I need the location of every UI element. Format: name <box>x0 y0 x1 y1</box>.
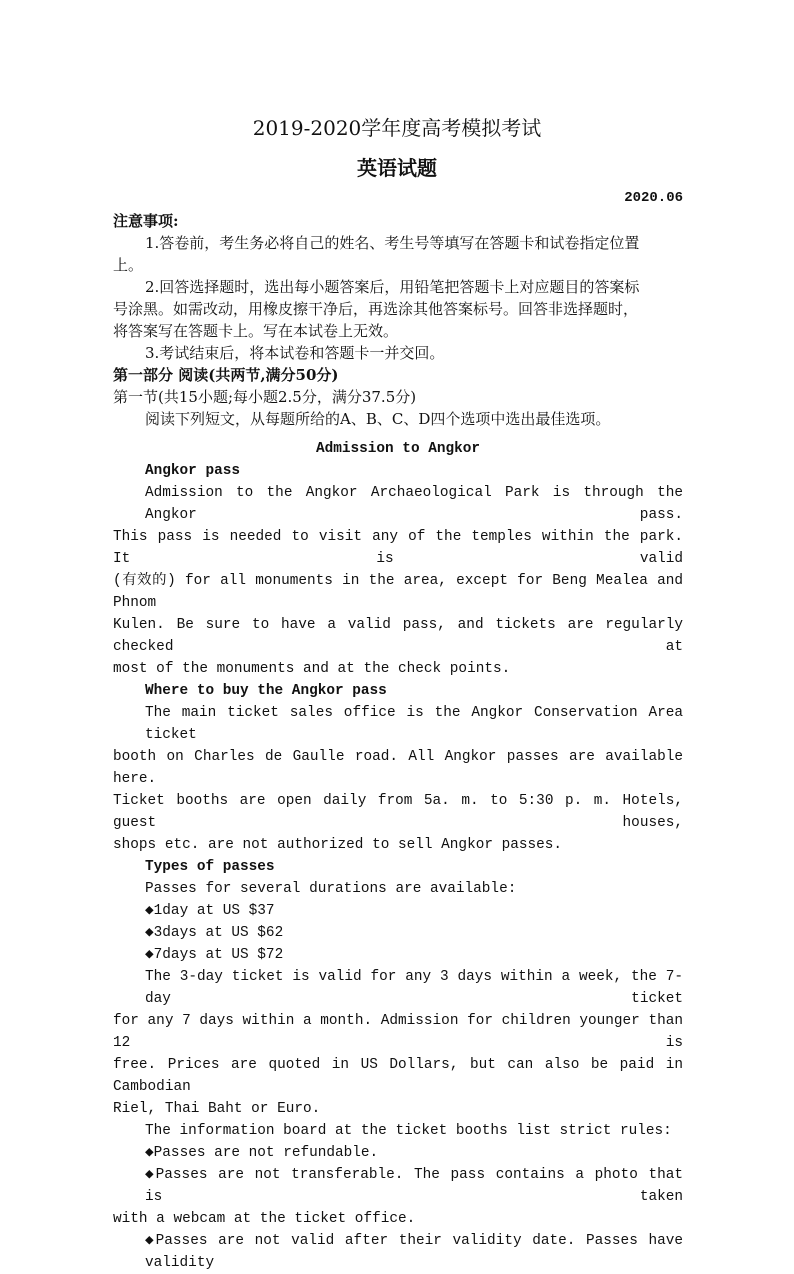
exam-title: 2019-2020学年度高考模拟考试 <box>252 116 542 140</box>
paragraph-4-line: for any 7 days within a month. Admission for children younger than 12 is <box>113 1013 683 1051</box>
paragraph-3: Passes for several durations are available: <box>145 881 517 897</box>
notes-item-2-line-3: 将答案写在答题卡上。写在本试卷上无效。 <box>113 322 399 340</box>
notes-item-2-line-1: 2.回答选择题时，选出每小题答案后，用铅笔把答题卡上对应题目的答案标 <box>145 278 640 296</box>
pass-option: ◆1day at US $37 <box>145 903 275 919</box>
pass-option: ◆3days at US $62 <box>145 925 284 941</box>
paragraph-2-line: booth on Charles de Gaulle road. All Angkor passes are available here. <box>113 749 683 787</box>
paragraph-1-line: This pass is needed to visit any of the temples within the park. It is valid <box>113 529 683 567</box>
rule-item-continued: with a webcam at the ticket office. <box>113 1211 416 1227</box>
article <box>113 438 683 1274</box>
notes-item-3: 3.考试结束后，将本试卷和答题卡一并交回。 <box>145 344 445 362</box>
paragraph-1-line: Kulen. Be sure to have a valid pass, and tickets are regularly checked at <box>113 617 683 655</box>
rule-item: ◆Passes are not valid after their validity date. Passes have validity <box>145 1233 683 1271</box>
rule-item: ◆Passes are not refundable. <box>145 1145 379 1161</box>
exam-subtitle: 英语试题 <box>357 156 437 180</box>
paragraph-2-line: shops etc. are not authorized to sell Angkor passes. <box>113 837 563 853</box>
notes-section <box>113 210 683 430</box>
reading-instruction: 阅读下列短文，从每题所给的A、B、C、D四个选项中选出最佳选项。 <box>145 410 611 428</box>
notes-item-1-line-2: 上。 <box>113 256 144 274</box>
article-heading-types-of-passes: Types of passes <box>145 859 275 875</box>
paragraph-2-line: The main ticket sales office is the Angkor Conservation Area ticket <box>145 705 683 743</box>
article-heading-where-to-buy: Where to buy the Angkor pass <box>145 683 387 699</box>
notes-item-1-line-1: 1.答卷前，考生务必将自己的姓名、考生号等填写在答题卡和试卷指定位置 <box>145 234 640 252</box>
paragraph-1-line: most of the monuments and at the check points. <box>113 661 511 677</box>
article-heading-angkor-pass: Angkor pass <box>145 463 240 479</box>
paragraph-5: The information board at the ticket booths list strict rules: <box>145 1123 672 1139</box>
section-heading: 第一节(共15小题;每小题2.5分，满分37.5分) <box>113 388 417 406</box>
pass-option: ◆7days at US $72 <box>145 947 284 963</box>
paragraph-1-line: Admission to the Angkor Archaeological Park is through the Angkor pass. <box>145 485 683 523</box>
paragraph-1-line: (有效的) for all monuments in the area, except for Beng Mealea and Phnom <box>113 573 683 611</box>
paragraph-4-line: The 3-day ticket is valid for any 3 days within a week, the 7-day ticket <box>145 969 683 1007</box>
rule-item: ◆Passes are not transferable. The pass contains a photo that is taken <box>145 1167 683 1205</box>
exam-date: 2020.06 <box>624 190 683 206</box>
paragraph-4-line: Riel, Thai Baht or Euro. <box>113 1101 321 1117</box>
part-heading: 第一部分 阅读(共两节,满分50分) <box>113 366 339 384</box>
paragraph-2-line: Ticket booths are open daily from 5a. m. to 5:30 p. m. Hotels, guest houses, <box>113 793 683 831</box>
notes-item-2-line-2: 号涂黑。如需改动，用橡皮擦干净后，再选涂其他答案标号。回答非选择题时， <box>113 300 639 318</box>
notes-heading: 注意事项: <box>113 212 179 230</box>
article-title: Admission to Angkor <box>315 441 481 457</box>
paragraph-4-line: free. Prices are quoted in US Dollars, but can also be paid in Cambodian <box>113 1057 683 1095</box>
